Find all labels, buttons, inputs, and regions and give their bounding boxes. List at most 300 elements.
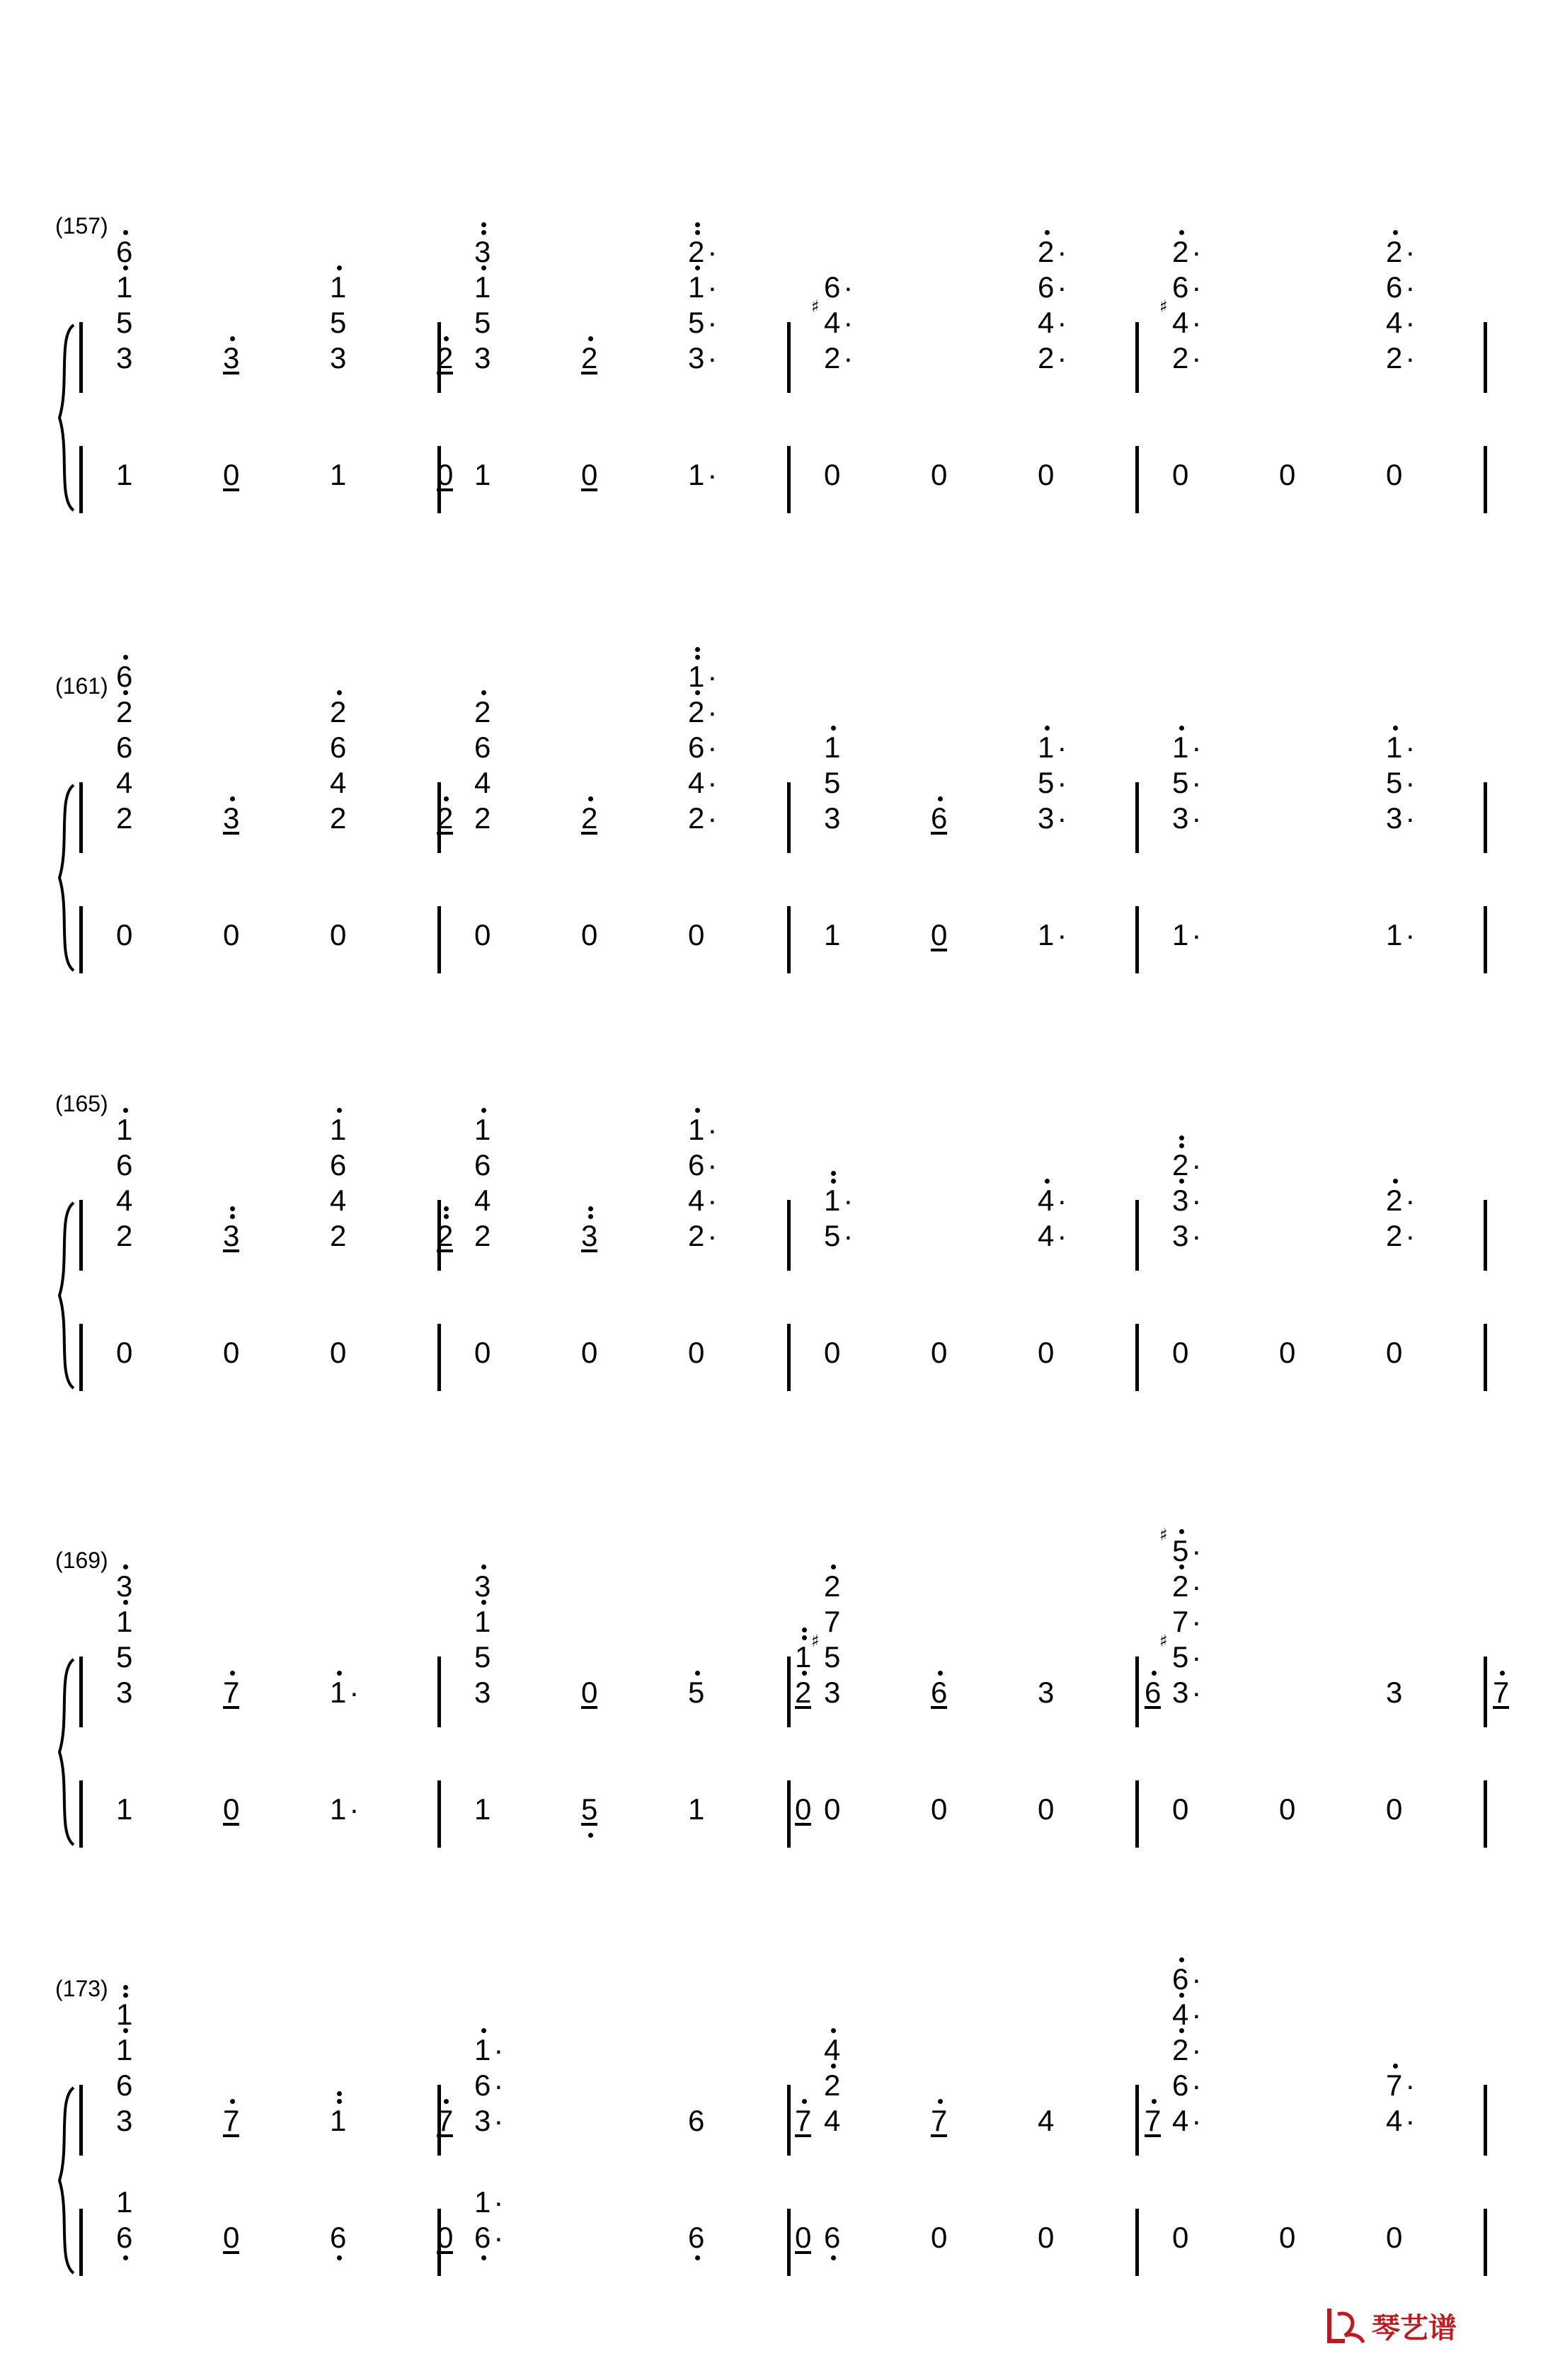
note-digit: 2 [1386, 1184, 1403, 1217]
note-digit: 1 [116, 2185, 133, 2219]
numbered-note [1038, 308, 1067, 338]
numbered-note [688, 920, 704, 950]
numbered-note [581, 460, 597, 490]
numbered-note [474, 1338, 491, 1368]
note-digit: 3 [1038, 801, 1055, 835]
augmentation-dot: · [1405, 1219, 1416, 1252]
note-digit: 7 [223, 2104, 240, 2137]
note-digit: 0 [223, 918, 240, 951]
note-digit: 1 [1038, 731, 1055, 764]
numbered-note [116, 662, 132, 692]
augmentation-dot: · [493, 2185, 504, 2219]
numbered-note [931, 803, 947, 833]
numbered-note [581, 1792, 598, 1826]
bar-line [79, 2209, 83, 2276]
numbered-note [116, 460, 132, 490]
note-digit: 4 [1038, 306, 1055, 339]
numbered-note [688, 662, 717, 692]
note-digit: 1 [474, 458, 491, 491]
note-digit: 3 [1172, 801, 1189, 835]
note-digit: 1 [1172, 918, 1189, 951]
note-digit: 6 [1038, 270, 1055, 304]
augmentation-dot: · [1405, 2069, 1416, 2102]
numbered-note [474, 343, 491, 373]
bar-line [787, 1324, 791, 1391]
note-digit: 0 [824, 1336, 841, 1369]
note-digit: 0 [223, 2221, 240, 2254]
numbered-note [824, 1678, 840, 1707]
octave-dot [1393, 726, 1398, 731]
augmentation-dot: · [843, 1219, 854, 1252]
note-digit: 1 [688, 660, 705, 693]
note-digit: 6 [474, 1148, 491, 1182]
octave-dot [1045, 230, 1050, 235]
numbered-note [330, 1115, 346, 1145]
numbered-note [581, 1338, 597, 1368]
bar-line [1484, 1780, 1487, 1848]
note-digit: 1 [116, 458, 133, 491]
note-digit: 5 [1386, 766, 1403, 799]
numbered-note [824, 1607, 840, 1637]
numbered-note [223, 1221, 239, 1251]
bar-line [1135, 446, 1139, 513]
note-digit: 4 [330, 1184, 347, 1217]
numbered-note [1386, 1792, 1403, 1826]
octave-dot [802, 1627, 807, 1632]
note-digit: 6 [1145, 1676, 1162, 1709]
augmentation-dot: · [1191, 2069, 1202, 2102]
numbered-note [824, 270, 854, 304]
note-digit: 3 [474, 341, 491, 374]
bar-line [1135, 1200, 1139, 1271]
bar-line [79, 446, 83, 513]
bar-line [437, 1657, 441, 1727]
note-digit: 3 [474, 1569, 491, 1603]
note-digit: 1 [116, 1605, 133, 1638]
bar-line [1484, 446, 1487, 513]
note-digit: 3 [581, 1219, 598, 1252]
note-digit: 2 [330, 801, 347, 835]
octave-dot [481, 1564, 486, 1569]
measure-number: (161) [55, 673, 108, 699]
numbered-note [474, 1221, 491, 1251]
numbered-note [116, 1221, 132, 1251]
numbered-note [223, 2106, 239, 2136]
note-digit: 4 [824, 306, 841, 339]
bar-line [437, 1780, 441, 1848]
note-digit: 1 [1172, 731, 1189, 764]
note-digit: 0 [223, 458, 240, 491]
octave-dot [444, 336, 449, 341]
augmentation-dot: · [1405, 306, 1416, 339]
sharp-sign: ♯ [1159, 1525, 1168, 1545]
note-digit: 1 [824, 918, 841, 951]
bar-line [79, 1200, 83, 1271]
numbered-note [474, 733, 491, 762]
note-digit: 0 [1279, 1792, 1296, 1826]
note-digit: 2 [1038, 235, 1055, 268]
note-digit: 0 [223, 1792, 240, 1826]
augmentation-dot: · [1191, 270, 1202, 304]
note-digit: 3 [474, 235, 491, 268]
note-digit: 6 [688, 731, 705, 764]
bar-line [1135, 2085, 1139, 2156]
augmentation-dot: · [1191, 918, 1202, 951]
numbered-note [116, 697, 132, 727]
note-digit: 4 [474, 1184, 491, 1217]
octave-dot [1393, 1179, 1398, 1184]
octave-dot [444, 1206, 449, 1211]
octave-dot [695, 1108, 700, 1113]
numbered-note [223, 343, 239, 373]
numbered-note [437, 460, 453, 490]
numbered-note [1038, 733, 1067, 762]
numbered-note [931, 1338, 947, 1368]
augmentation-dot: · [1405, 235, 1416, 268]
augmentation-dot: · [707, 1148, 718, 1182]
octave-dot [1152, 2099, 1157, 2104]
note-digit: 0 [581, 1676, 598, 1709]
octave-dot [123, 655, 128, 660]
octave-dot [938, 2099, 943, 2104]
note-digit: 3 [1038, 1676, 1055, 1709]
augmentation-dot: · [1191, 1569, 1202, 1603]
note-digit: 4 [116, 1184, 133, 1217]
numbered-note [330, 2106, 346, 2136]
augmentation-dot: · [1191, 2104, 1202, 2137]
system-brace [51, 322, 79, 513]
note-digit: 3 [330, 341, 347, 374]
numbered-note [581, 1221, 597, 1251]
octave-dot [588, 336, 593, 341]
note-digit: 1 [474, 1605, 491, 1638]
octave-dot [481, 1108, 486, 1113]
note-digit: 5 [116, 306, 133, 339]
note-digit: 0 [824, 458, 841, 491]
numbered-note [795, 2106, 811, 2136]
octave-dot [337, 1671, 342, 1676]
note-digit: 4 [1038, 2104, 1055, 2137]
numbered-note [1145, 1678, 1161, 1707]
octave-dot [481, 2028, 486, 2033]
octave-dot [337, 2091, 342, 2096]
numbered-note [1038, 1221, 1067, 1251]
note-digit: 1 [330, 1676, 347, 1709]
note-digit: 3 [688, 341, 705, 374]
numbered-note [116, 270, 133, 304]
note-digit: 6 [330, 2221, 347, 2254]
bar-line [787, 1657, 791, 1727]
numbered-note [116, 2071, 132, 2100]
note-digit: 1 [474, 1792, 491, 1826]
note-digit: 0 [795, 2221, 812, 2254]
numbered-note [1386, 308, 1415, 338]
numbered-note [116, 1642, 132, 1672]
numbered-note [474, 1792, 491, 1826]
numbered-note [437, 803, 453, 833]
note-digit: 0 [688, 918, 705, 951]
note-digit: 2 [437, 341, 454, 374]
numbered-note [1038, 803, 1067, 833]
numbered-note [116, 1569, 133, 1603]
octave-dot [831, 1171, 836, 1176]
octave-dot [337, 690, 342, 695]
numbered-note [1386, 768, 1415, 798]
bar-line [787, 2085, 791, 2156]
bar-line [787, 1200, 791, 1271]
octave-dot [481, 2255, 486, 2260]
sharp-sign: ♯ [1159, 1631, 1168, 1651]
numbered-note [116, 2223, 132, 2253]
numbered-note [931, 1792, 948, 1826]
octave-dot [230, 1671, 235, 1676]
bar-line [787, 782, 791, 853]
note-digit: 3 [1172, 1676, 1189, 1709]
bar-line [1135, 906, 1139, 973]
numbered-note [1172, 768, 1201, 798]
bar-line [1484, 322, 1487, 393]
note-digit: 3 [116, 1569, 133, 1603]
numbered-note [1038, 1792, 1055, 1826]
bar-line [1484, 2085, 1487, 2156]
note-digit: 5 [688, 1676, 705, 1709]
numbered-note [1172, 460, 1188, 490]
numbered-note [1172, 2223, 1188, 2253]
augmentation-dot: · [1191, 235, 1202, 268]
numbered-note [1172, 733, 1201, 762]
octave-dot [831, 1564, 836, 1569]
bar-line [1484, 1657, 1487, 1727]
octave-dot [588, 1206, 593, 1211]
numbered-note [824, 768, 840, 798]
numbered-note [474, 2187, 503, 2217]
numbered-note [1038, 1678, 1054, 1707]
numbered-note [1386, 2071, 1415, 2100]
augmentation-dot: · [1191, 1962, 1202, 1996]
bar-line [787, 906, 791, 973]
octave-dot [123, 1985, 128, 1990]
bar-line [1484, 2209, 1487, 2276]
augmentation-dot: · [707, 1219, 718, 1252]
octave-dot [1179, 1529, 1184, 1534]
note-digit: 2 [1172, 1569, 1189, 1603]
augmentation-dot: · [707, 731, 718, 764]
numbered-note [330, 803, 346, 833]
numbered-note [116, 1150, 132, 1180]
note-digit: 0 [931, 1336, 948, 1369]
numbered-note [1172, 1221, 1201, 1251]
numbered-note [116, 1678, 132, 1707]
note-digit: 4 [1172, 1998, 1189, 2031]
note-digit: 6 [474, 2069, 491, 2102]
augmentation-dot: · [1405, 2104, 1416, 2137]
numbered-note [116, 2035, 132, 2065]
numbered-note [116, 1792, 133, 1826]
note-digit: 5 [581, 1792, 598, 1826]
augmentation-dot: · [707, 341, 718, 374]
bar-line [79, 1780, 83, 1848]
note-digit: 6 [116, 1148, 133, 1182]
numbered-note [824, 1186, 853, 1215]
note-digit: 1 [330, 458, 347, 491]
octave-dot [695, 2255, 700, 2260]
note-digit: 6 [116, 2069, 133, 2102]
note-digit: 2 [688, 235, 705, 268]
numbered-note [116, 1115, 132, 1145]
note-digit: 7 [931, 2104, 948, 2137]
note-digit: 2 [474, 801, 491, 835]
bar-line [787, 322, 791, 393]
numbered-note [688, 1150, 717, 1180]
augmentation-dot: · [1057, 918, 1067, 951]
augmentation-dot: · [493, 2069, 504, 2102]
note-digit: 0 [581, 918, 598, 951]
note-digit: 2 [1038, 341, 1055, 374]
numbered-note [581, 1678, 597, 1707]
bar-line [79, 1657, 83, 1727]
note-digit: 7 [1493, 1676, 1510, 1709]
qinyipu-logo-icon [1324, 2304, 1366, 2347]
numbered-note [474, 803, 491, 833]
note-digit: 0 [1172, 2221, 1189, 2254]
bar-line [1135, 1657, 1139, 1727]
augmentation-dot: · [1057, 766, 1067, 799]
note-digit: 2 [116, 695, 133, 728]
note-digit: 0 [1279, 1336, 1296, 1369]
augmentation-dot: · [1057, 341, 1067, 374]
numbered-note [116, 2106, 132, 2136]
note-digit: 0 [1386, 1792, 1403, 1826]
numbered-note [1038, 237, 1067, 267]
numbered-note [1386, 460, 1402, 490]
note-digit: 3 [116, 1676, 133, 1709]
numbered-note [688, 270, 718, 304]
note-digit: 2 [824, 2069, 841, 2102]
numbered-note [330, 733, 346, 762]
augmentation-dot: · [1191, 1998, 1202, 2031]
note-digit: 6 [824, 2221, 841, 2254]
numbered-note [116, 920, 132, 950]
note-digit: 0 [1172, 1792, 1189, 1826]
note-digit: 2 [688, 801, 705, 835]
numbered-note [688, 1221, 717, 1251]
numbered-note [1386, 733, 1415, 762]
numbered-note [437, 2106, 453, 2136]
octave-dot [938, 796, 943, 801]
octave-dot [230, 796, 235, 801]
augmentation-dot: · [1191, 341, 1202, 374]
note-digit: 4 [688, 1184, 705, 1217]
numbered-note [116, 308, 132, 338]
numbered-note [330, 768, 346, 798]
numbered-note [330, 2223, 346, 2253]
note-digit: 1 [116, 1113, 133, 1146]
note-digit: 2 [474, 1219, 491, 1252]
numbered-note [1038, 768, 1067, 798]
augmentation-dot: · [1405, 1184, 1416, 1217]
numbered-note [688, 237, 717, 267]
augmentation-dot: · [843, 341, 854, 374]
octave-dot [695, 1671, 700, 1676]
note-digit: 0 [330, 918, 347, 951]
numbered-note [1172, 237, 1201, 267]
note-digit: 1 [688, 1792, 705, 1826]
bar-line [79, 782, 83, 853]
numbered-note [1493, 1678, 1509, 1707]
note-digit: 6 [1172, 270, 1189, 304]
numbered-note [1172, 1792, 1189, 1826]
augmentation-dot: · [1191, 731, 1202, 764]
octave-dot [481, 230, 486, 235]
bar-line [787, 446, 791, 513]
note-digit: 6 [824, 270, 841, 304]
numbered-note [223, 1678, 239, 1707]
octave-dot [1045, 1179, 1050, 1184]
augmentation-dot: · [707, 235, 718, 268]
note-digit: 2 [1386, 341, 1403, 374]
note-digit: 3 [223, 801, 240, 835]
note-digit: 5 [688, 306, 705, 339]
numbered-note [1172, 1569, 1202, 1603]
note-digit: 2 [688, 695, 705, 728]
octave-dot [588, 796, 593, 801]
note-digit: 1 [824, 731, 841, 764]
note-digit: 5 [824, 766, 841, 799]
numbered-note [824, 1569, 841, 1603]
note-digit: 5 [116, 1640, 133, 1674]
numbered-note [474, 1150, 491, 1180]
measure-number: (157) [55, 213, 108, 239]
note-digit: 2 [688, 1219, 705, 1252]
octave-dot [123, 1993, 128, 1998]
bar-line [79, 2085, 83, 2156]
octave-dot [123, 1564, 128, 1569]
augmentation-dot: · [1191, 1676, 1202, 1709]
numbered-note [1386, 1186, 1415, 1215]
augmentation-dot: · [1057, 270, 1067, 304]
note-digit: 0 [1038, 458, 1055, 491]
numbered-note [931, 460, 947, 490]
note-digit: 2 [437, 801, 454, 835]
numbered-note [1172, 2000, 1201, 2030]
note-digit: 5 [330, 306, 347, 339]
augmentation-dot: · [1191, 1640, 1202, 1674]
numbered-note [116, 343, 132, 373]
note-digit: 5 [824, 1640, 841, 1674]
numbered-note [330, 270, 347, 304]
octave-dot [1179, 1143, 1184, 1148]
octave-dot [831, 726, 836, 731]
numbered-note [581, 343, 597, 373]
note-digit: 2 [581, 341, 598, 374]
augmentation-dot: · [349, 1792, 360, 1826]
note-digit: 5 [1172, 766, 1189, 799]
note-digit: 4 [1038, 1219, 1055, 1252]
numbered-note [824, 1338, 840, 1368]
numbered-note [824, 2106, 840, 2136]
numbered-note [223, 2223, 239, 2253]
note-digit: 0 [824, 1792, 841, 1826]
numbered-note [688, 2106, 704, 2136]
numbered-note [795, 1792, 812, 1826]
sharp-sign: ♯ [811, 297, 820, 316]
bar-line [787, 2209, 791, 2276]
numbered-note [1279, 460, 1295, 490]
note-digit: 0 [1386, 458, 1403, 491]
augmentation-dot: · [493, 2033, 504, 2066]
numbered-note [1386, 1338, 1402, 1368]
note-digit: 5 [1172, 1640, 1189, 1674]
